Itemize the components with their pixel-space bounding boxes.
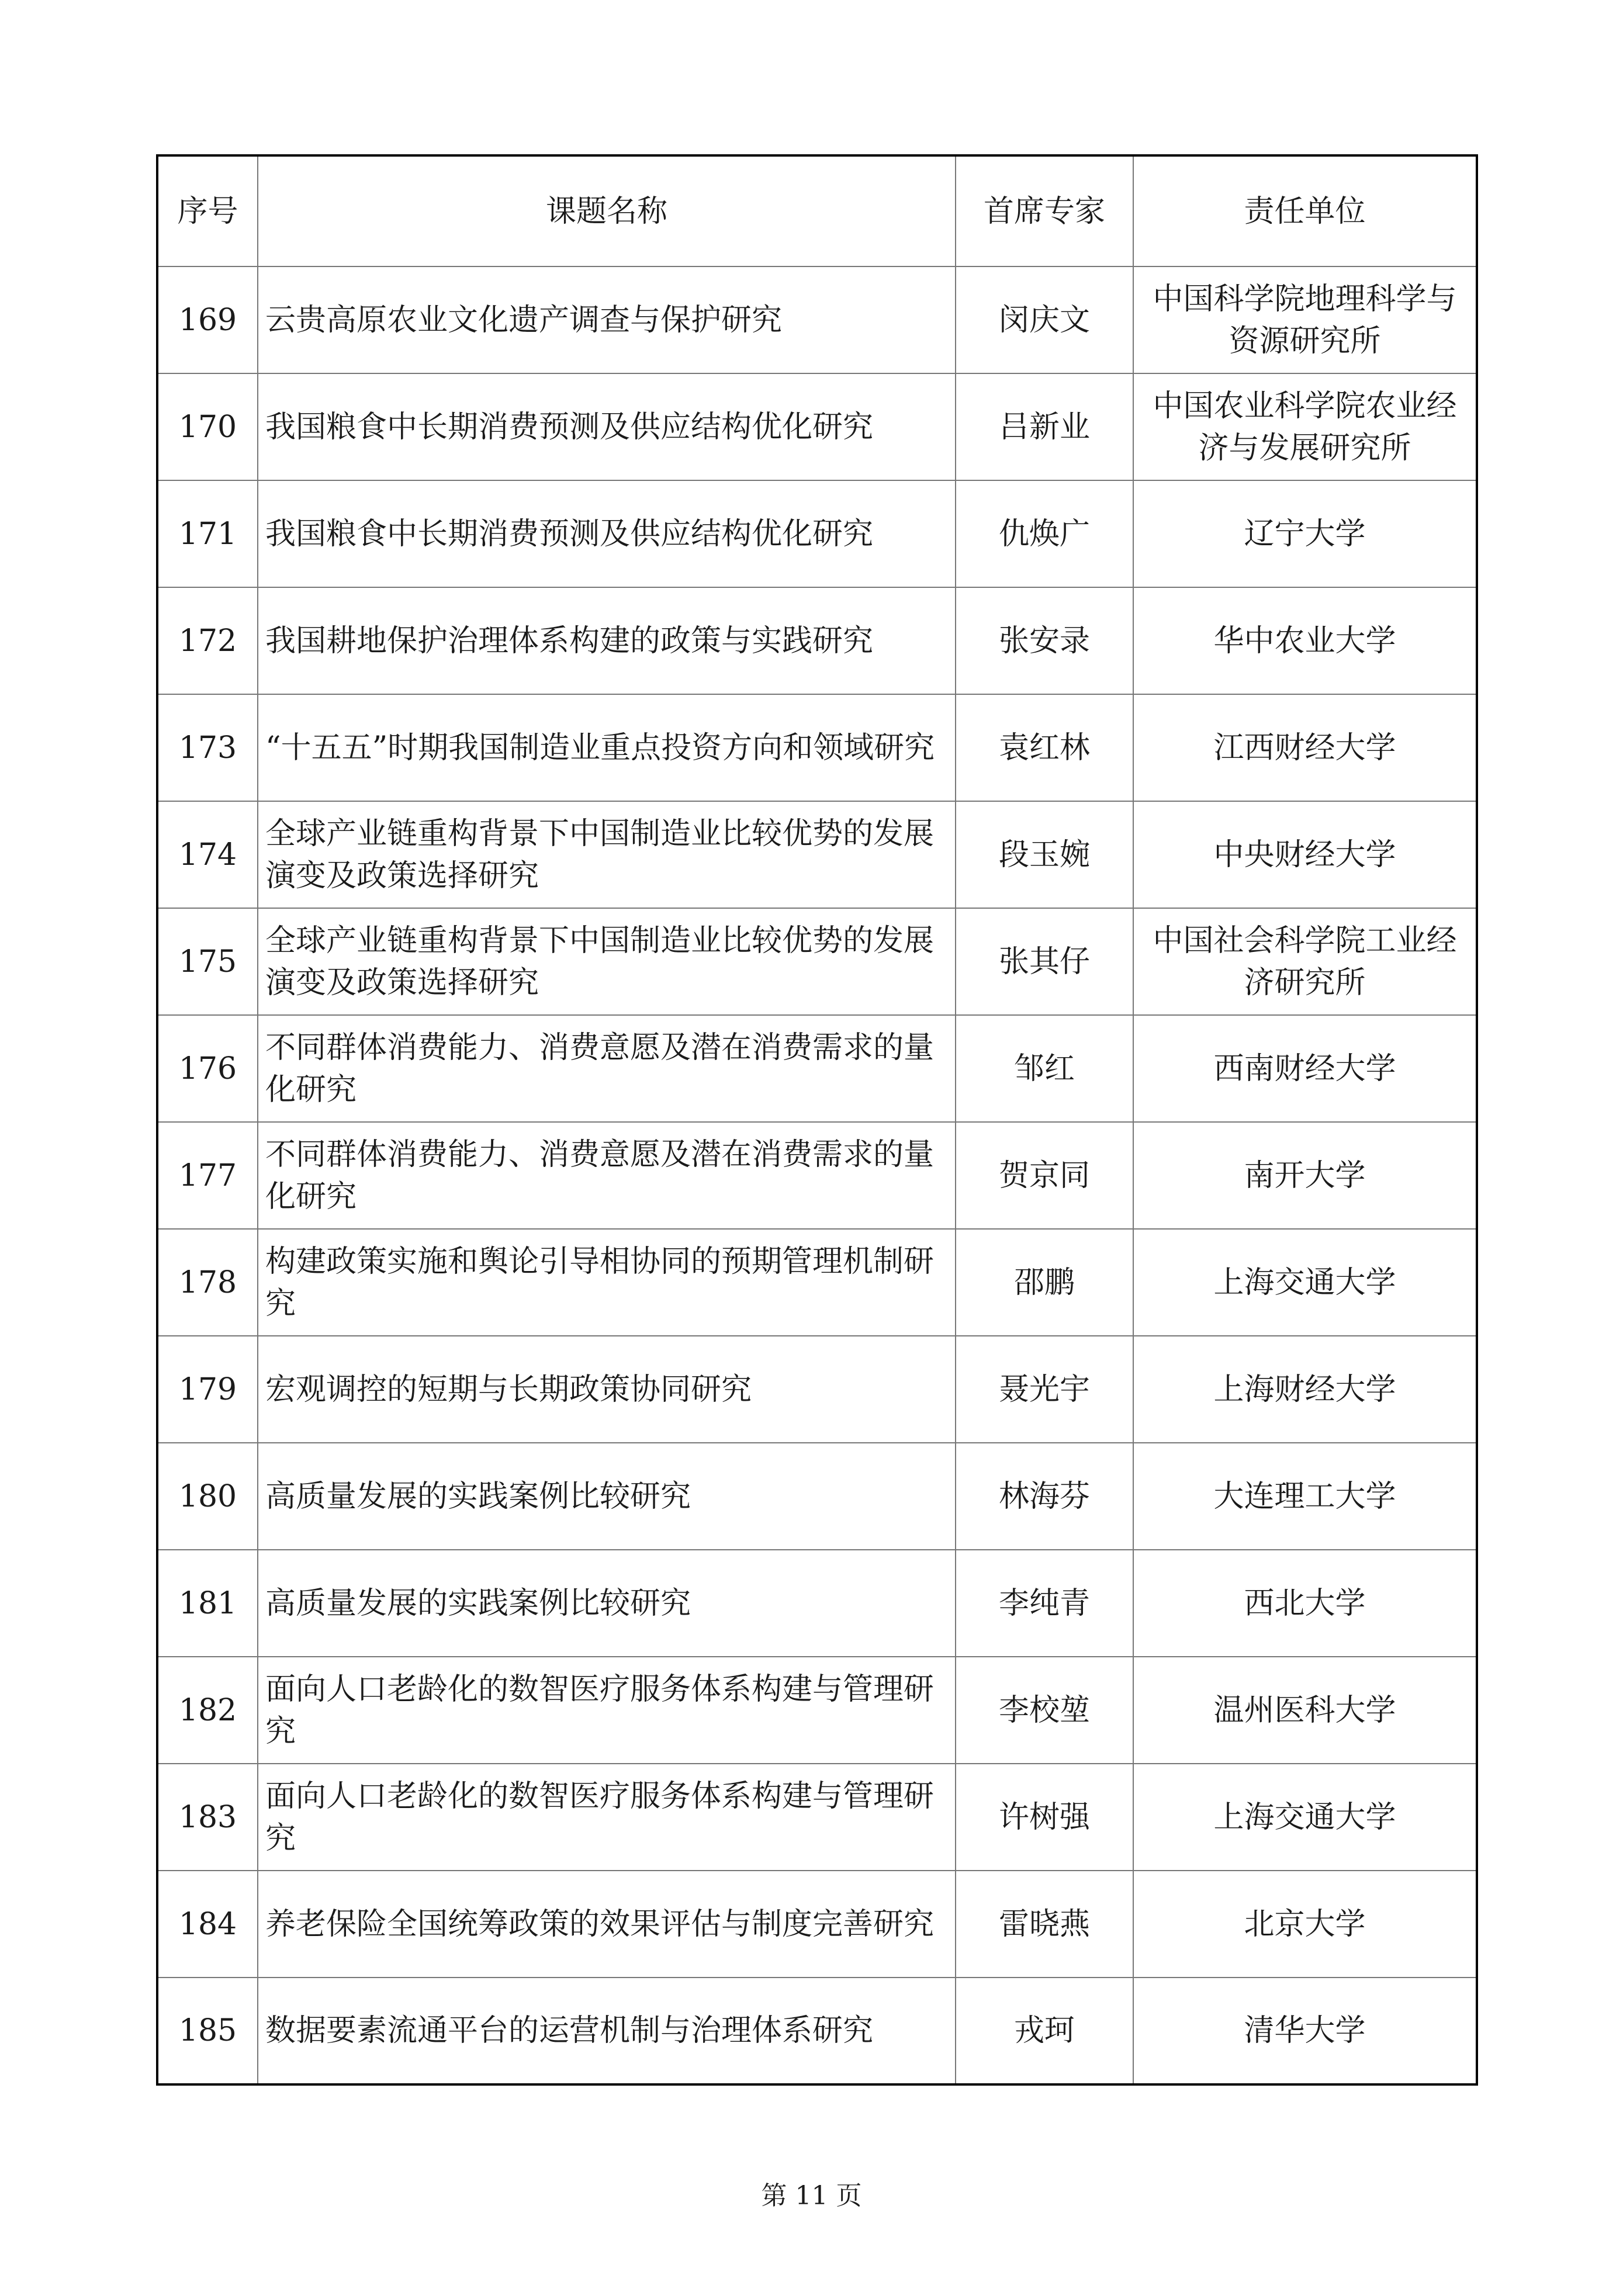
project-table bbox=[156, 154, 1478, 2086]
cell-unit: 中国社会科学院工业经济研究所 bbox=[1133, 908, 1477, 1015]
cell-seq: 169 bbox=[157, 266, 258, 373]
cell-title: 不同群体消费能力、消费意愿及潜在消费需求的量化研究 bbox=[258, 1122, 956, 1229]
cell-seq: 177 bbox=[157, 1122, 258, 1229]
table-row bbox=[157, 1978, 1477, 2084]
cell-unit: 中国农业科学院农业经济与发展研究所 bbox=[1133, 373, 1477, 480]
cell-seq: 170 bbox=[157, 373, 258, 480]
cell-seq: 176 bbox=[157, 1015, 258, 1122]
cell-seq: 174 bbox=[157, 801, 258, 908]
cell-unit: 大连理工大学 bbox=[1133, 1443, 1477, 1550]
cell-title: 宏观调控的短期与长期政策协同研究 bbox=[258, 1336, 956, 1443]
cell-expert: 许树强 bbox=[956, 1764, 1133, 1871]
cell-unit: 温州医科大学 bbox=[1133, 1657, 1477, 1764]
cell-unit: 西北大学 bbox=[1133, 1550, 1477, 1657]
cell-title: 云贵高原农业文化遗产调查与保护研究 bbox=[258, 266, 956, 373]
table-row bbox=[157, 908, 1477, 1015]
cell-title: 我国粮食中长期消费预测及供应结构优化研究 bbox=[258, 480, 956, 587]
table-body bbox=[157, 266, 1477, 2084]
cell-seq: 175 bbox=[157, 908, 258, 1015]
cell-unit: 辽宁大学 bbox=[1133, 480, 1477, 587]
cell-title: 我国耕地保护治理体系构建的政策与实践研究 bbox=[258, 587, 956, 694]
cell-expert: 张安录 bbox=[956, 587, 1133, 694]
cell-expert: 张其仔 bbox=[956, 908, 1133, 1015]
cell-expert: 李纯青 bbox=[956, 1550, 1133, 1657]
cell-expert: 段玉婉 bbox=[956, 801, 1133, 908]
table-row bbox=[157, 373, 1477, 480]
table-row bbox=[157, 1015, 1477, 1122]
cell-title: 面向人口老龄化的数智医疗服务体系构建与管理研究 bbox=[258, 1764, 956, 1871]
cell-seq: 179 bbox=[157, 1336, 258, 1443]
cell-unit: 上海交通大学 bbox=[1133, 1229, 1477, 1336]
cell-seq: 180 bbox=[157, 1443, 258, 1550]
cell-expert: 邹红 bbox=[956, 1015, 1133, 1122]
cell-expert: 仇焕广 bbox=[956, 480, 1133, 587]
table-row bbox=[157, 1550, 1477, 1657]
cell-expert: 林海芬 bbox=[956, 1443, 1133, 1550]
cell-expert: 雷晓燕 bbox=[956, 1871, 1133, 1978]
cell-expert: 袁红林 bbox=[956, 694, 1133, 801]
header-row bbox=[157, 155, 1477, 266]
table-row bbox=[157, 1871, 1477, 1978]
cell-unit: 中国科学院地理科学与资源研究所 bbox=[1133, 266, 1477, 373]
cell-title: “十五五”时期我国制造业重点投资方向和领域研究 bbox=[258, 694, 956, 801]
table-row bbox=[157, 1229, 1477, 1336]
cell-title: 高质量发展的实践案例比较研究 bbox=[258, 1550, 956, 1657]
cell-expert: 聂光宇 bbox=[956, 1336, 1133, 1443]
cell-title: 全球产业链重构背景下中国制造业比较优势的发展演变及政策选择研究 bbox=[258, 801, 956, 908]
table-row bbox=[157, 266, 1477, 373]
cell-expert: 吕新业 bbox=[956, 373, 1133, 480]
cell-seq: 183 bbox=[157, 1764, 258, 1871]
cell-unit: 江西财经大学 bbox=[1133, 694, 1477, 801]
table-row bbox=[157, 801, 1477, 908]
cell-unit: 华中农业大学 bbox=[1133, 587, 1477, 694]
cell-title: 数据要素流通平台的运营机制与治理体系研究 bbox=[258, 1978, 956, 2084]
table-row bbox=[157, 1443, 1477, 1550]
cell-expert: 李校堃 bbox=[956, 1657, 1133, 1764]
table-row bbox=[157, 587, 1477, 694]
cell-title: 面向人口老龄化的数智医疗服务体系构建与管理研究 bbox=[258, 1657, 956, 1764]
table-row bbox=[157, 1336, 1477, 1443]
cell-expert: 闵庆文 bbox=[956, 266, 1133, 373]
cell-seq: 184 bbox=[157, 1871, 258, 1978]
cell-unit: 清华大学 bbox=[1133, 1978, 1477, 2084]
table-row bbox=[157, 1122, 1477, 1229]
cell-title: 养老保险全国统筹政策的效果评估与制度完善研究 bbox=[258, 1871, 956, 1978]
header-seq: 序号 bbox=[157, 155, 258, 266]
cell-title: 全球产业链重构背景下中国制造业比较优势的发展演变及政策选择研究 bbox=[258, 908, 956, 1015]
cell-expert: 邵鹏 bbox=[956, 1229, 1133, 1336]
cell-seq: 182 bbox=[157, 1657, 258, 1764]
header-title: 课题名称 bbox=[258, 155, 956, 266]
cell-title: 构建政策实施和舆论引导相协同的预期管理机制研究 bbox=[258, 1229, 956, 1336]
cell-title: 我国粮食中长期消费预测及供应结构优化研究 bbox=[258, 373, 956, 480]
cell-seq: 185 bbox=[157, 1978, 258, 2084]
cell-expert: 戎珂 bbox=[956, 1978, 1133, 2084]
header-unit: 责任单位 bbox=[1133, 155, 1477, 266]
page-number: 第 11 页 bbox=[761, 2181, 862, 2211]
cell-seq: 173 bbox=[157, 694, 258, 801]
table-row bbox=[157, 1657, 1477, 1764]
cell-seq: 178 bbox=[157, 1229, 258, 1336]
table-row bbox=[157, 480, 1477, 587]
cell-title: 高质量发展的实践案例比较研究 bbox=[258, 1443, 956, 1550]
cell-expert: 贺京同 bbox=[956, 1122, 1133, 1229]
header-expert: 首席专家 bbox=[956, 155, 1133, 266]
cell-unit: 上海财经大学 bbox=[1133, 1336, 1477, 1443]
cell-unit: 西南财经大学 bbox=[1133, 1015, 1477, 1122]
cell-unit: 南开大学 bbox=[1133, 1122, 1477, 1229]
cell-unit: 北京大学 bbox=[1133, 1871, 1477, 1978]
cell-unit: 中央财经大学 bbox=[1133, 801, 1477, 908]
table-row bbox=[157, 694, 1477, 801]
cell-unit: 上海交通大学 bbox=[1133, 1764, 1477, 1871]
cell-title: 不同群体消费能力、消费意愿及潜在消费需求的量化研究 bbox=[258, 1015, 956, 1122]
cell-seq: 171 bbox=[157, 480, 258, 587]
cell-seq: 172 bbox=[157, 587, 258, 694]
table-row bbox=[157, 1764, 1477, 1871]
cell-seq: 181 bbox=[157, 1550, 258, 1657]
